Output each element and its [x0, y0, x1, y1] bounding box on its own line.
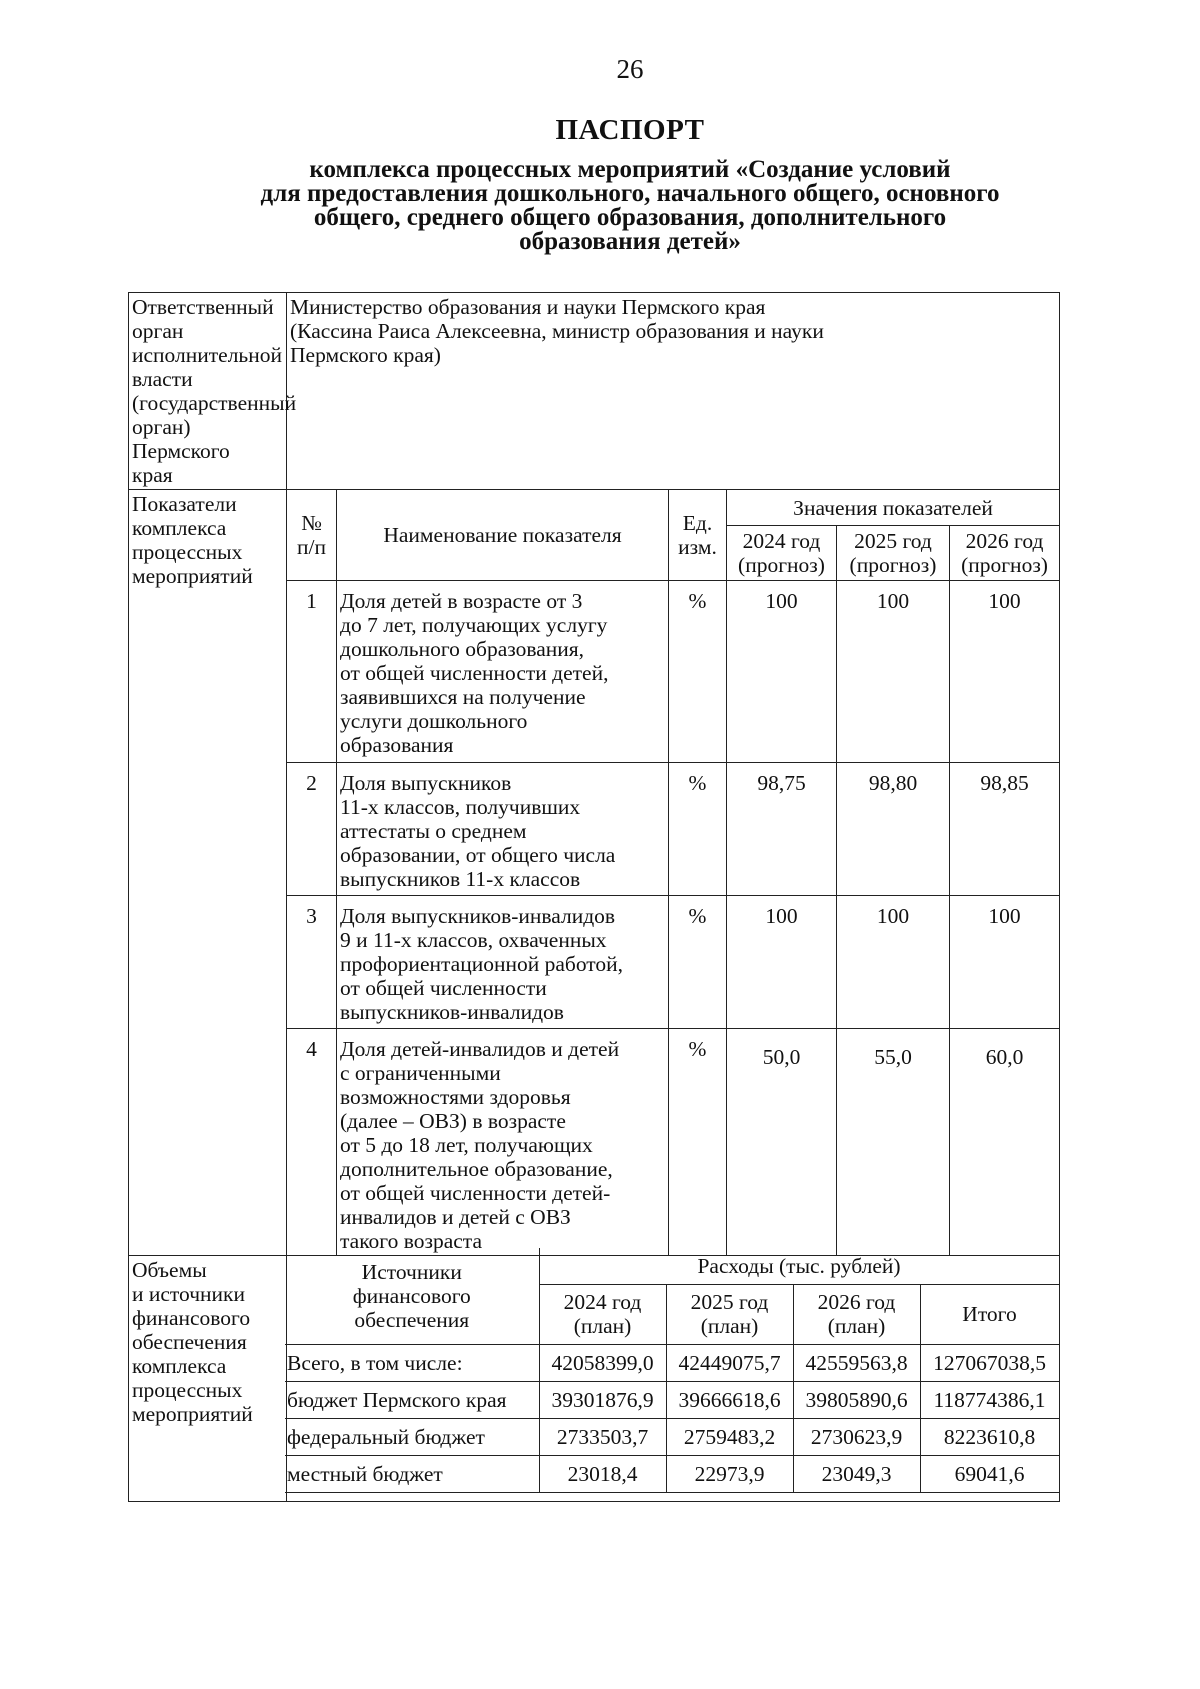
indicators-header-row	[129, 490, 1060, 526]
expense-2024: 2733503,7	[539, 1418, 666, 1455]
indicator-name: Доля детей в возрасте от 3 до 7 лет, получающих услугу дошкольного образования, от общей численности детей, заявившихся на получение услуги дошкольного образования	[337, 581, 669, 763]
header-unit: Ед. изм.	[669, 490, 727, 581]
financing-data-row	[285, 1344, 1059, 1381]
financing-label: Объемы и источники финансового обеспечения комплекса процессных мероприятий	[129, 1256, 287, 1502]
expense-2026: 23049,3	[793, 1455, 920, 1492]
indicator-unit: %	[669, 1029, 727, 1256]
indicator-unit: %	[669, 896, 727, 1029]
page-number: 26	[616, 54, 644, 84]
expense-2025: 2759483,2	[666, 1418, 793, 1455]
header-sources: Источники финансового обеспечения	[285, 1248, 539, 1344]
indicator-value-2024: 98,75	[727, 763, 837, 896]
indicator-unit: %	[669, 763, 727, 896]
responsible-value: Министерство образования и науки Пермского края (Кассина Раиса Алексеевна, министр образования и науки Пермского края)	[287, 293, 1060, 490]
header-plan-2024: 2024 год (план)	[539, 1284, 666, 1344]
indicator-name: Доля выпускников-инвалидов 9 и 11-х классов, охваченных профориентационной работой, от общей численности выпускников-инвалидов	[337, 896, 669, 1029]
header-name: Наименование показателя	[337, 490, 669, 581]
indicator-value-2024: 100	[727, 581, 837, 763]
indicator-value-2026: 100	[950, 896, 1060, 1029]
expense-2025: 22973,9	[666, 1455, 793, 1492]
indicator-value-2026: 60,0	[950, 1029, 1060, 1256]
indicator-value-2025: 55,0	[837, 1029, 950, 1256]
header-expenses: Расходы (тыс. рублей)	[539, 1248, 1059, 1284]
subtitle-line: комплекса процессных мероприятий «Создание условий	[309, 156, 951, 183]
expense-total: 118774386,1	[920, 1381, 1059, 1418]
expense-2025: 39666618,6	[666, 1381, 793, 1418]
indicator-value-2025: 98,80	[837, 763, 950, 896]
expense-2026: 39805890,6	[793, 1381, 920, 1418]
header-values: Значения показателей	[727, 490, 1060, 526]
document-subtitle	[175, 158, 1085, 254]
indicator-value-2025: 100	[837, 896, 950, 1029]
indicator-value-2025: 100	[837, 581, 950, 763]
financing-data-row	[285, 1418, 1059, 1455]
expense-total: 8223610,8	[920, 1418, 1059, 1455]
header-year-2025: 2025 год (прогноз)	[837, 526, 950, 581]
subtitle-line: образования детей»	[519, 228, 741, 255]
indicator-num: 1	[287, 581, 337, 763]
responsible-row	[129, 293, 1060, 490]
financing-table	[285, 1248, 1060, 1493]
expense-2024: 42058399,0	[539, 1344, 666, 1381]
expense-2025: 42449075,7	[666, 1344, 793, 1381]
financing-data-row	[285, 1455, 1059, 1492]
indicator-value-2024: 100	[727, 896, 837, 1029]
header-plan-2026: 2026 год (план)	[793, 1284, 920, 1344]
expense-2024: 23018,4	[539, 1455, 666, 1492]
indicator-name: Доля детей-инвалидов и детей с ограниченными возможностями здоровья (далее – ОВЗ) в возрасте от 5 до 18 лет, получающих дополнительное образование, от общей численности детей- инвалидов и детей с ОВЗ такого возраста	[337, 1029, 669, 1256]
source-name: местный бюджет	[285, 1455, 539, 1492]
indicator-num: 3	[287, 896, 337, 1029]
header-total: Итого	[920, 1284, 1059, 1344]
expense-2026: 42559563,8	[793, 1344, 920, 1381]
expense-2026: 2730623,9	[793, 1418, 920, 1455]
indicator-num: 4	[287, 1029, 337, 1256]
expense-total: 69041,6	[920, 1455, 1059, 1492]
indicator-value-2026: 98,85	[950, 763, 1060, 896]
header-num: № п/п	[287, 490, 337, 581]
financing-header-row	[285, 1248, 1059, 1284]
financing-data-row	[285, 1381, 1059, 1418]
source-name: Всего, в том числе:	[285, 1344, 539, 1381]
header-year-2024: 2024 год (прогноз)	[727, 526, 837, 581]
expense-total: 127067038,5	[920, 1344, 1059, 1381]
header-year-2026: 2026 год (прогноз)	[950, 526, 1060, 581]
indicator-num: 2	[287, 763, 337, 896]
header-plan-2025: 2025 год (план)	[666, 1284, 793, 1344]
document-title: ПАСПОРТ	[555, 114, 705, 146]
indicator-name: Доля выпускников 11-х классов, получивших аттестаты о среднем образовании, от общего числа выпускников 11-х классов	[337, 763, 669, 896]
source-name: бюджет Пермского края	[285, 1381, 539, 1418]
subtitle-line: для предоставления дошкольного, начального общего, основного	[260, 180, 1000, 207]
source-name: федеральный бюджет	[285, 1418, 539, 1455]
indicators-label: Показатели комплекса процессных мероприятий	[129, 490, 287, 1256]
expense-2024: 39301876,9	[539, 1381, 666, 1418]
subtitle-line: общего, среднего общего образования, дополнительного	[313, 204, 947, 231]
indicator-value-2024: 50,0	[727, 1029, 837, 1256]
responsible-label: Ответственный орган исполнительной власти (государственный орган) Пермского края	[129, 293, 287, 490]
indicator-value-2026: 100	[950, 581, 1060, 763]
indicator-unit: %	[669, 581, 727, 763]
